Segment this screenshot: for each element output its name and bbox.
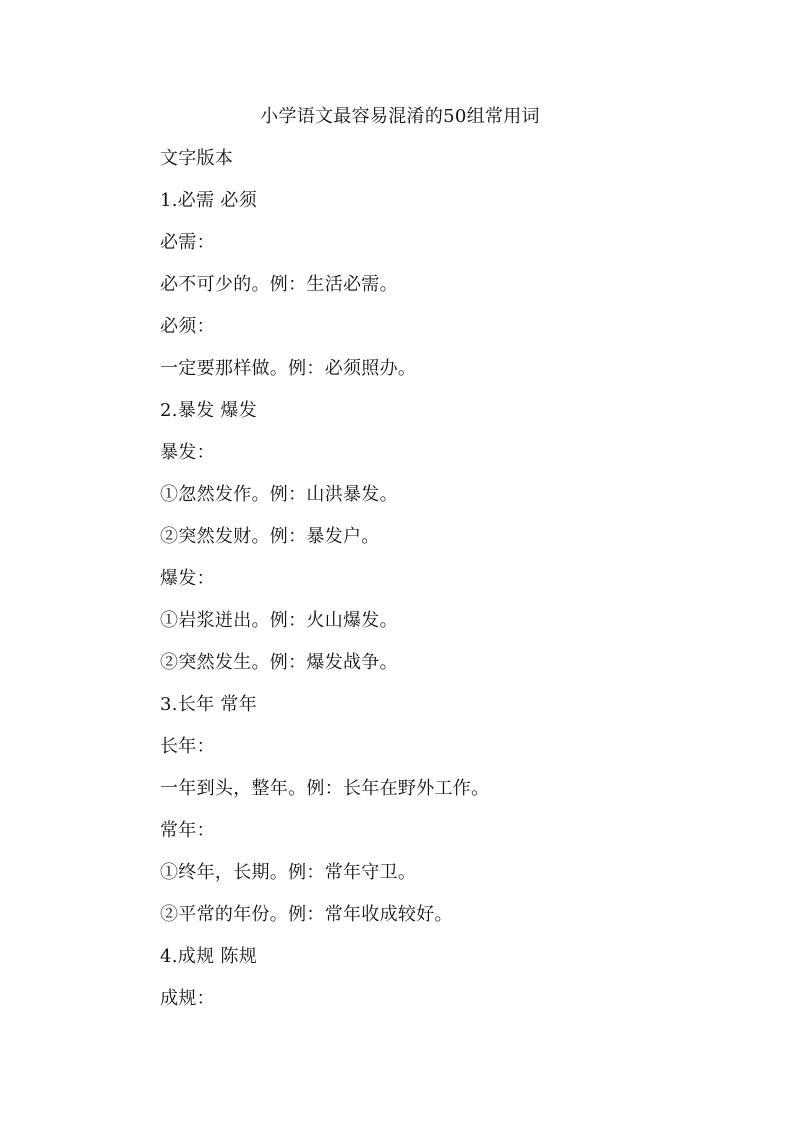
definition-line: 一年到头，整年。例：长年在野外工作。 (160, 778, 490, 799)
term-label: 爆发： (160, 568, 215, 589)
definition-line: 必不可少的。例：生活必需。 (160, 274, 398, 295)
section-label: 文字版本 (160, 148, 234, 169)
term-label: 必需： (160, 232, 215, 253)
definition-line: 一定要那样做。例：必须照办。 (160, 358, 417, 379)
term-pair-heading: 2.暴发 爆发 (160, 400, 257, 421)
definition-line: ②突然发生。例：爆发战争。 (160, 652, 398, 673)
term-pair-heading: 4.成规 陈规 (160, 946, 257, 967)
term-label: 长年： (160, 736, 215, 757)
term-label: 常年： (160, 820, 215, 841)
term-pair-heading: 1.必需 必须 (160, 190, 257, 211)
document-title: 小学语文最容易混淆的50组常用词 (260, 106, 540, 127)
term-label: 成规： (160, 988, 215, 1009)
term-label: 必须： (160, 316, 215, 337)
term-pair-heading: 3.长年 常年 (160, 694, 257, 715)
definition-line: ①岩浆迸出。例：火山爆发。 (160, 610, 398, 631)
document-body (160, 146, 740, 1028)
definition-line: ①忽然发作。例：山洪暴发。 (160, 484, 398, 505)
definition-line: ②突然发财。例：暴发户。 (160, 526, 380, 547)
term-label: 暴发： (160, 442, 215, 463)
definition-line: ①终年，长期。例：常年守卫。 (160, 862, 417, 883)
definition-line: ②平常的年份。例：常年收成较好。 (160, 904, 453, 925)
